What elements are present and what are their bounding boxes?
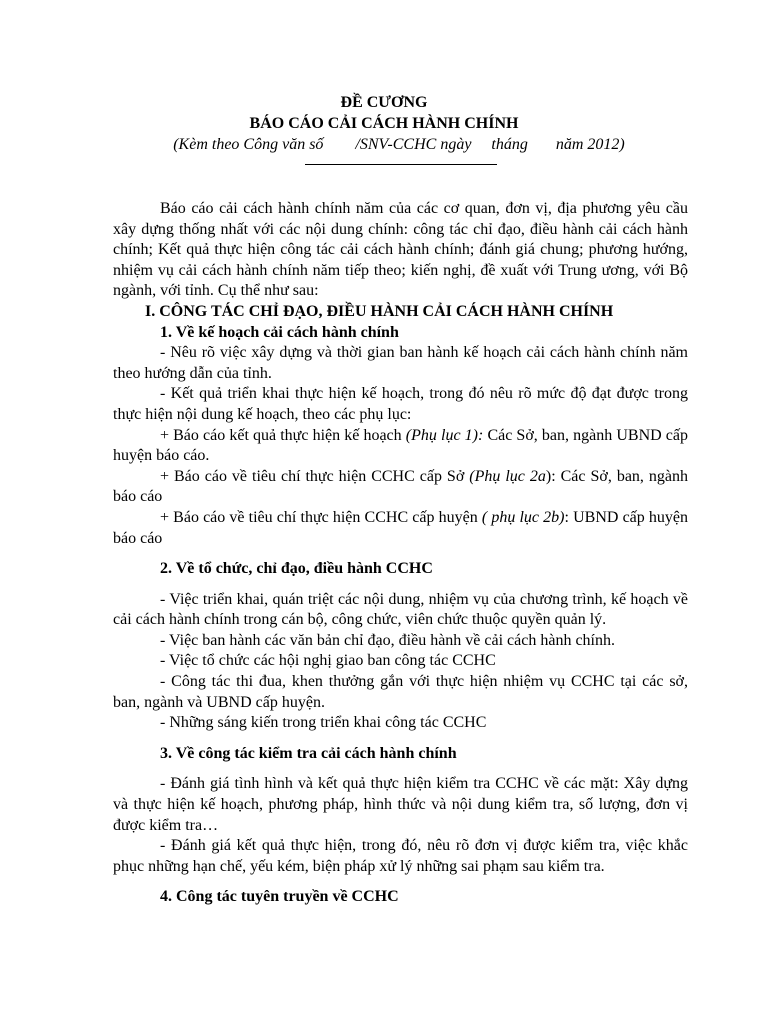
list-item: - Kết quả triển khai thực hiện kế hoạch, trong đó nêu rõ mức độ đạt được trong thực hiện nội dung kế hoạch, theo các phụ lục: bbox=[113, 385, 688, 423]
list-item: - Những sáng kiến trong triển khai công tác CCHC bbox=[160, 714, 487, 732]
appendix-text: + Báo cáo kết quả thực hiện kế hoạch bbox=[160, 426, 406, 444]
document-body bbox=[113, 199, 688, 908]
list-item: - Công tác thi đua, khen thưởng gắn với thực hiện nhiệm vụ CCHC tại các sở, ban, ngành và UBND cấp huyện. bbox=[113, 673, 688, 711]
section-heading: I. CÔNG TÁC CHỈ ĐẠO, ĐIỀU HÀNH CẢI CÁCH HÀNH CHÍNH bbox=[145, 302, 614, 320]
subsection-heading-1: 1. Về kế hoạch cải cách hành chính bbox=[160, 323, 399, 341]
list-item: - Nêu rõ việc xây dựng và thời gian ban hành kế hoạch cải cách hành chính năm theo hướng dẫn của tỉnh. bbox=[113, 344, 688, 382]
list-item: - Đánh giá kết quả thực hiện, trong đó, nêu rõ đơn vị được kiểm tra, việc khắc phục những hạn chế, yếu kém, biện pháp xử lý những sai phạm sau kiểm tra. bbox=[113, 837, 688, 875]
appendix-text: ): Các Sở, ban, ngành báo cáo bbox=[113, 467, 689, 506]
document-subtitle: (Kèm theo Công văn số /SNV-CCHC ngày tháng năm 2012) bbox=[173, 136, 625, 153]
list-item: - Việc tổ chức các hội nghị giao ban công tác CCHC bbox=[160, 652, 496, 670]
header-divider bbox=[305, 164, 497, 165]
appendix-text: + Báo cáo về tiêu chí thực hiện CCHC cấp huyện bbox=[160, 508, 482, 526]
document-title: ĐỀ CƯƠNG bbox=[340, 94, 428, 111]
appendix-ref: ( phụ lục 2b) bbox=[481, 508, 565, 526]
appendix-text: : UBND cấp huyện báo cáo bbox=[113, 508, 689, 547]
appendix-item-3 bbox=[113, 508, 688, 549]
appendix-text: Các Sở, ban, ngành UBND cấp huyện báo cáo. bbox=[113, 426, 689, 465]
appendix-text: + Báo cáo về tiêu chí thực hiện CCHC cấp Sở bbox=[160, 467, 470, 485]
list-item: - Việc triển khai, quán triệt các nội dung, nhiệm vụ của chương trình, kế hoạch về cải cách hành chính trong cán bộ, công chức, viên chức thuộc quyền quản lý. bbox=[113, 590, 688, 629]
report-title: BÁO CÁO CẢI CÁCH HÀNH CHÍNH bbox=[249, 115, 519, 132]
subsection-heading-4: 4. Công tác tuyên truyền về CCHC bbox=[160, 888, 399, 906]
appendix-item-1 bbox=[113, 426, 688, 467]
subsection-heading-2: 2. Về tổ chức, chỉ đạo, điều hành CCHC bbox=[160, 560, 433, 578]
appendix-ref: (Phụ lục 2a bbox=[469, 467, 546, 485]
list-item: - Đánh giá tình hình và kết quả thực hiện kiểm tra CCHC về các mặt: Xây dựng và thực hiện kế hoạch, phương pháp, hình thức và nội dung kiểm tra, số lượng, đơn vị được kiểm tra… bbox=[113, 775, 688, 834]
document-header bbox=[0, 92, 768, 155]
list-item: - Việc ban hành các văn bản chỉ đạo, điều hành về cải cách hành chính. bbox=[160, 631, 615, 649]
appendix-ref: (Phụ lục 1): bbox=[405, 426, 484, 444]
subsection-heading-3: 3. Về công tác kiểm tra cải cách hành chính bbox=[160, 744, 457, 762]
intro-paragraph: Báo cáo cải cách hành chính năm của các cơ quan, đơn vị, địa phương yêu cầu xây dựng thống nhất với các nội dung chính: công tác chỉ đạo, điều hành cải cách hành chính; Kết quả thực hiện công tác cải cách hành chính; đánh giá chung; phương hướng, nhiệm vụ cải cách hành chính năm tiếp theo; kiến nghị, đề xuất với Trung ương, với Bộ ngành, với tỉnh. Cụ thể như sau: bbox=[113, 200, 688, 300]
appendix-item-2 bbox=[113, 467, 688, 508]
